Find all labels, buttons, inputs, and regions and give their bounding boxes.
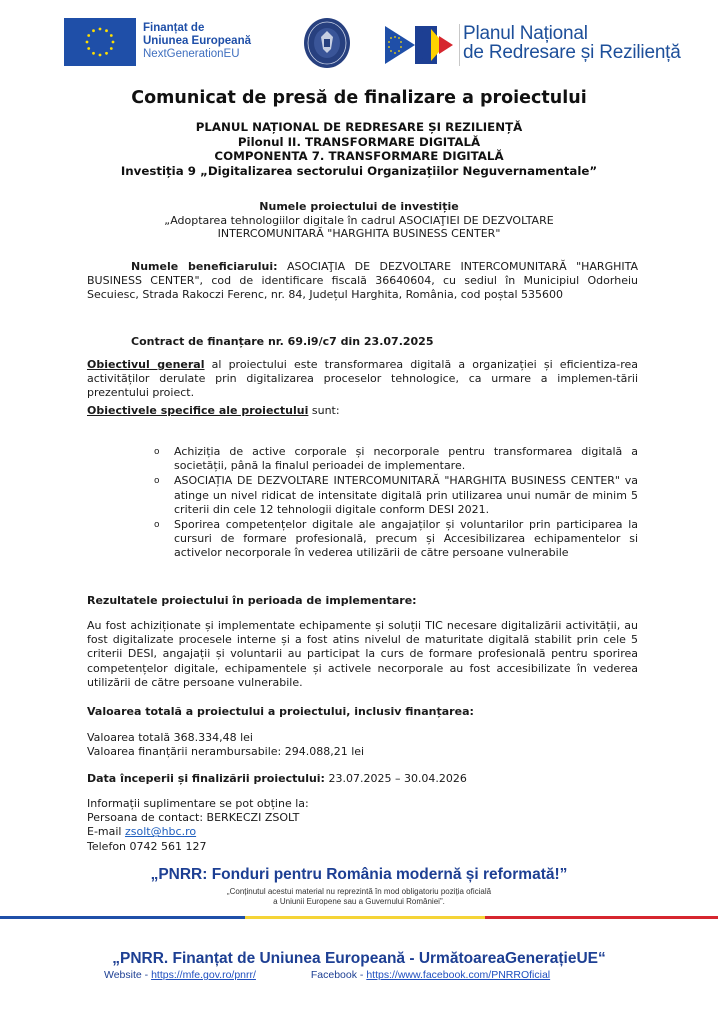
objective-text: Sporirea competențelor digitale ale angajaților și voluntarilor prin participarea la cursuri de formare profesională, precum și Accesibilizarea echipamentelor si activelor necorporale în vederea utilizării de către persoane vulnerabile bbox=[174, 518, 638, 560]
disclaimer-line-2: a Uniunii Europene sau a Guvernului României”. bbox=[273, 897, 445, 906]
value-heading: Valoarea totală a proiectului a proiectului, inclusiv finanțarea: bbox=[87, 705, 474, 718]
objective-text: Achiziția de active corporale și necorporale pentru transformarea digitală a societății, până la finalul perioadei de implementare. bbox=[174, 445, 638, 473]
project-dates bbox=[87, 772, 638, 786]
beneficiary-text: ASOCIAŢIA DE DEZVOLTARE INTERCOMUNITARĂ "HARGHITA BUSINESS CENTER", cod de identificare fiscală 36640604, cu sediul în Municipiul Odorheiu Secuiesc, Strada Rakoczi Ferenc, nr. 84, Județul Harghita, România, cod poștal 535600 bbox=[87, 260, 638, 302]
email-link[interactable]: zsolt@hbc.ro bbox=[124, 825, 197, 839]
tricolor-yellow bbox=[245, 916, 485, 919]
dates-value: 23.07.2025 – 30.04.2026 bbox=[324, 772, 467, 785]
contact-section bbox=[87, 797, 638, 854]
eu-funding-label bbox=[143, 22, 251, 61]
project-name-heading: Numele proiectului de investiție bbox=[259, 200, 459, 213]
specific-objectives-suffix: sunt: bbox=[308, 404, 340, 417]
value-section bbox=[87, 731, 638, 759]
eu-line-1: Finanțat de bbox=[143, 22, 205, 34]
eu-flag-icon bbox=[64, 18, 136, 66]
disclaimer-line-1: „Conținutul acestui material nu reprezintă în mod obligatoriu poziția oficială bbox=[226, 887, 492, 896]
website-link[interactable]: https://mfe.gov.ro/pnrr/ bbox=[151, 969, 256, 981]
contact-phone: Telefon 0742 561 127 bbox=[87, 839, 207, 853]
subtitle-investment: Investiția 9 „Digitalizarea sectorului Organizațiilor Neguvernamentale” bbox=[120, 163, 598, 178]
specific-objectives-heading bbox=[87, 404, 638, 418]
footer-slogan: „PNRR. Finanțat de Uniunea Europeană - UrmătoareaGenerațieUE“ bbox=[112, 950, 606, 967]
contract-number: Contract de finanțare nr. 69.i9/c7 din 23.07.2025 bbox=[131, 335, 434, 348]
footer-links bbox=[104, 969, 550, 981]
grant-value: Valoarea finanțării nerambursabile: 294.088,21 lei bbox=[87, 745, 365, 759]
email-label: E-mail bbox=[87, 825, 125, 839]
list-item bbox=[150, 474, 638, 517]
specific-objectives-list bbox=[150, 445, 638, 562]
dates-label: Data începerii și finalizării proiectului: bbox=[87, 772, 325, 785]
pnrr-slogan: „PNRR: Fonduri pentru România modernă și reformată!” bbox=[150, 866, 568, 883]
general-objective-text: al proiectului este transformarea digitală a organizației și eficientiza-rea activităților derulate prin digitalizarea proceselor tehnologice, ca urmare a implemen-tării prezentului proiect. bbox=[87, 358, 638, 400]
eu-line-2: Uniunea Europeană bbox=[143, 35, 251, 47]
tricolor-blue bbox=[0, 916, 245, 919]
pnrr-logo-icon bbox=[385, 26, 457, 64]
objective-text: ASOCIAȚIA DE DEZVOLTARE INTERCOMUNITARĂ "HARGHITA BUSINESS CENTER" va atinge un nivel ridicat de intensitate digitală prin utilizarea unui număr de minim 5 criterii din cele 12 tehnologii digitale conform DESI 2021. bbox=[174, 474, 638, 516]
tricolor-red bbox=[485, 916, 718, 919]
pnrr-line-2: de Redresare și Reziliență bbox=[463, 42, 681, 63]
program-subtitles bbox=[0, 120, 718, 178]
website-label: Website - bbox=[104, 969, 152, 981]
tricolor-divider bbox=[0, 916, 718, 919]
total-value: Valoarea totală 368.334,48 lei bbox=[87, 731, 253, 744]
project-name-line-1: „Adoptarea tehnologiilor digitale în cadrul ASOCIAŢIEI DE DEZVOLTARE bbox=[164, 213, 554, 227]
pnrr-title bbox=[463, 24, 681, 62]
contact-intro: Informații suplimentare se pot obține la: bbox=[87, 797, 309, 810]
project-name-section bbox=[0, 200, 718, 241]
bullet-circle-icon: o bbox=[154, 520, 160, 531]
results-paragraph: Au fost achiziționate și implementate echipamente și soluții TIC necesare digitalizării activității, au fost digitalizate procesele interne și a fost atins nivelul de maturitate digitală stabilit prin cele 5 criterii DESI, angajații și voluntarii au participat la curs de formare profesională pentru sporirea competențelor digitale, echipamentele și activele necorporale au fost accesibilizate în vederea utilizării de către persoane vulnerabile. bbox=[87, 619, 638, 689]
specific-objectives-label: Obiectivele specifice ale proiectului bbox=[87, 404, 309, 417]
bullet-circle-icon: o bbox=[154, 447, 160, 457]
list-item bbox=[150, 445, 638, 473]
subtitle-pillar: Pilonul II. TRANSFORMARE DIGITALĂ bbox=[237, 134, 481, 149]
beneficiary-label: Numele beneficiarului: bbox=[131, 260, 278, 273]
disclaimer bbox=[0, 887, 718, 907]
page-title: Comunicat de presă de finalizare a proiectului bbox=[131, 88, 587, 108]
facebook-label: Facebook - bbox=[310, 969, 367, 981]
beneficiary-paragraph bbox=[87, 260, 638, 303]
bullet-circle-icon: o bbox=[154, 476, 160, 487]
contact-email-row bbox=[87, 825, 638, 839]
list-item bbox=[150, 518, 638, 561]
pnrr-line-1: Planul Național bbox=[463, 23, 588, 44]
general-objective-label: Obiectivul general bbox=[87, 358, 205, 371]
header-logos bbox=[0, 14, 718, 76]
facebook-link[interactable]: https://www.facebook.com/PNRROficial bbox=[366, 969, 551, 981]
subtitle-component: COMPONENTA 7. TRANSFORMARE DIGITALĂ bbox=[214, 149, 504, 163]
logo-divider bbox=[459, 24, 460, 66]
eu-line-3: NextGenerationEU bbox=[143, 48, 240, 60]
general-objective-paragraph bbox=[87, 358, 638, 401]
results-heading: Rezultatele proiectului în perioada de implementare: bbox=[87, 594, 417, 607]
contact-person: Persoana de contact: BERKECZI ZSOLT bbox=[87, 811, 300, 825]
government-seal-icon bbox=[303, 17, 351, 69]
subtitle-plan: PLANUL NAȚIONAL DE REDRESARE ȘI REZILIENȚĂ bbox=[195, 120, 523, 134]
project-name-line-2: INTERCOMUNITARĂ "HARGHITA BUSINESS CENTER" bbox=[217, 227, 501, 240]
